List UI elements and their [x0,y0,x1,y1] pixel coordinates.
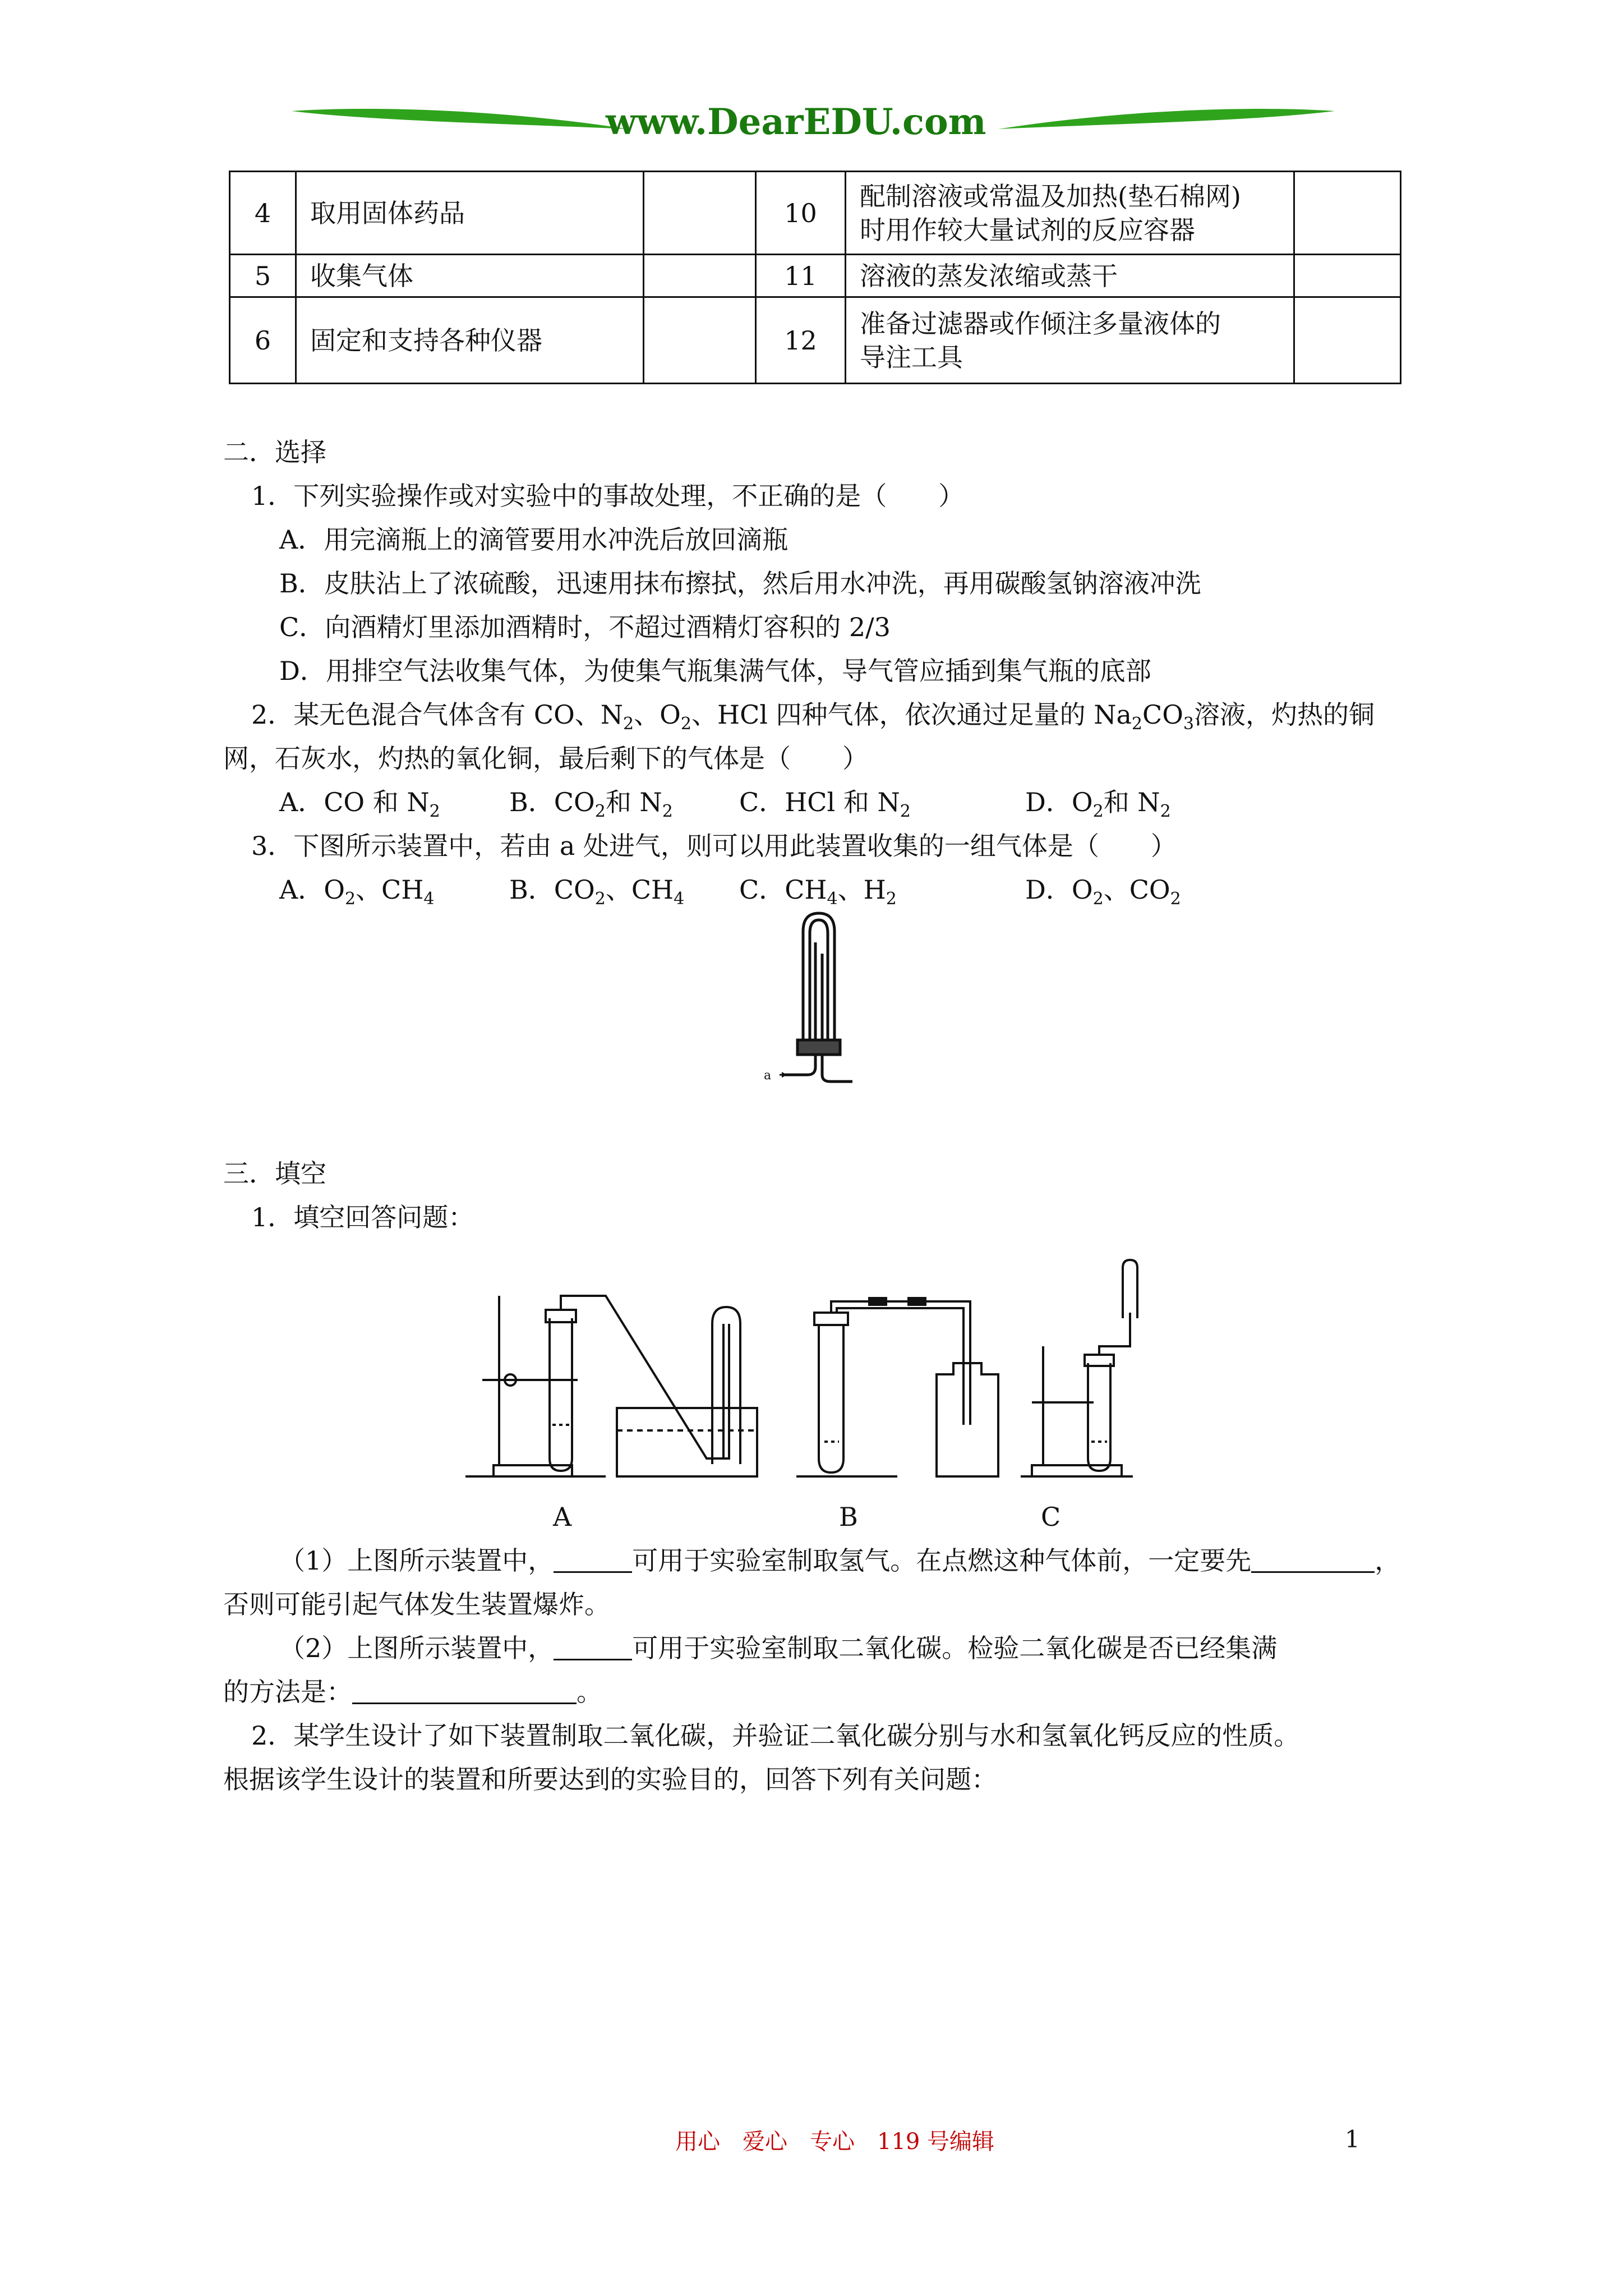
apparatus-figure [465,1257,1138,1487]
answer-cell [1294,297,1401,384]
apparatus-label-b: B [839,1502,858,1532]
answer-cell [644,297,756,384]
fill-in-2: （2）上图所示装置中， 可用于实验室制取二氧化碳。检验二氧化碳是否已经集满 [279,1633,1278,1663]
fill-in-2-cont: 的方法是： 。 [223,1677,602,1707]
option-c: C．向酒精灯里添加酒精时，不超过酒精灯容积的 2/3 [279,612,891,642]
footer-text: 用心 爱心 专心 119 号编辑 [675,2129,995,2155]
answer-cell [644,255,756,297]
apparatus-b [796,1298,998,1476]
option-a: A．CO 和 $N_2$ [279,787,440,821]
instrument-table [229,171,1401,384]
apparatus-a [465,1296,757,1476]
header-logo [292,94,1335,156]
use-text: 取用固体药品 [296,172,644,255]
apparatus-label-a: A [553,1502,572,1532]
answer-cell [1294,172,1401,255]
option-c: C．HCl 和 $N_2$ [739,787,911,821]
gas-collection-tube-figure [763,909,875,1094]
option-d: D．用排空气法收集气体，为使集气瓶集满气体，导气管应插到集气瓶的底部 [279,656,1151,686]
row-number: 5 [230,255,296,297]
question-stem: 3．下图所示装置中，若由 a 处进气，则可以用此装置收集的一组气体是（ ） [251,831,1177,861]
table-row [230,172,1401,255]
option-d: D．$O_2$和 $N_2$ [1025,787,1171,821]
question-stem: 1．下列实验操作或对实验中的事故处理，不正确的是（ ） [251,481,965,511]
answer-blank[interactable] [352,1678,577,1704]
option-b: B．$CO_2$和 $N_2$ [509,787,673,821]
fill-in-1-cont: 否则可能引起气体发生装置爆炸。 [223,1589,610,1619]
table-row [230,297,1401,384]
row-number: 6 [230,297,296,384]
apparatus-c [1021,1260,1137,1476]
section-heading: 二．选择 [223,437,326,467]
option-b: B．$CO_2$、$CH_4$ [509,875,685,909]
answer-blank[interactable] [1251,1547,1375,1573]
option-a: A．$O_2$、$CH_4$ [279,875,435,909]
use-text: 固定和支持各种仪器 [296,297,644,384]
row-number: 11 [756,255,846,297]
option-b: B．皮肤沾上了浓硫酸，迅速用抹布擦拭，然后用水冲洗，再用碳酸氢钠溶液冲洗 [279,568,1201,599]
row-number: 4 [230,172,296,255]
use-text: 收集气体 [296,255,644,297]
question-stem: 2．某无色混合气体含有 CO、$N_2$、$O_2$、HCl 四种气体，依次通过足量的 $Na_2CO_3$溶液，灼热的铜 [251,700,1375,734]
logo-text: www.DearEDU.com [606,101,986,143]
question-stem: 2．某学生设计了如下装置制取二氧化碳，并验证二氧化碳分别与水和氢氧化钙反应的性质。 [251,1720,1300,1751]
apparatus-label-c: C [1041,1502,1061,1532]
answer-blank[interactable] [554,1634,632,1660]
row-number: 12 [756,297,846,384]
option-a: A．用完滴瓶上的滴管要用水冲洗后放回滴瓶 [279,524,789,555]
row-number: 10 [756,172,846,255]
question-stem-cont: 根据该学生设计的装置和所要达到的实验目的，回答下列有关问题： [223,1764,997,1795]
question-stem-cont: 网，石灰水，灼热的氧化铜，最后剩下的气体是（ ） [223,743,868,774]
answer-cell [1294,255,1401,297]
answer-cell [644,172,756,255]
logo-swoosh-left [292,94,628,156]
use-text: 溶液的蒸发浓缩或蒸干 [846,255,1294,297]
page-number: 1 [1345,2125,1360,2153]
option-d: D．$O_2$、$CO_2$ [1025,875,1181,909]
inlet-label: a [764,1069,772,1083]
use-text: 准备过滤器或作倾注多量液体的 导注工具 [846,297,1294,384]
option-c: C．$CH_4$、$H_2$ [739,875,897,909]
question-stem: 1．填空回答问题： [251,1202,474,1232]
use-text: 配制溶液或常温及加热(垫石棉网) 时用作较大量试剂的反应容器 [846,172,1294,255]
fill-in-1: （1）上图所示装置中， 可用于实验室制取氢气。在点燃这种气体前，一定要先 ， [279,1545,1401,1576]
logo-swoosh-right [998,94,1335,156]
table-row [230,255,1401,297]
answer-blank[interactable] [554,1547,632,1573]
section-heading: 三．填空 [223,1158,326,1189]
